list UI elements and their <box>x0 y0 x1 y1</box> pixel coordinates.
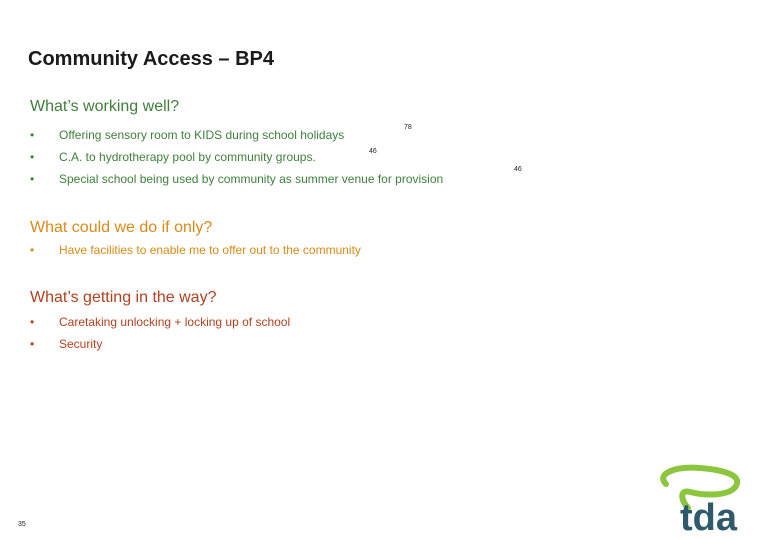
bullet-text: Offering sensory room to KIDS during school holidays <box>59 128 345 142</box>
bullet-icon: • <box>30 150 35 164</box>
logo-text: tda <box>680 497 737 534</box>
bullet-text: Security <box>59 337 103 351</box>
bullet-text: Have facilities to enable me to offer out to the community <box>59 243 361 257</box>
bullet-icon: • <box>30 315 35 329</box>
bullet-icon: • <box>30 172 35 186</box>
section-heading-could-do: What could we do if only? <box>30 219 213 236</box>
vote-count-note: 78 <box>404 124 412 131</box>
vote-count-note: 46 <box>514 166 522 173</box>
bullet-icon: • <box>30 337 35 351</box>
tda-logo-icon <box>650 462 768 534</box>
vote-count-note: 46 <box>369 148 377 155</box>
page-number: 35 <box>18 521 26 528</box>
bullet-text: Special school being used by community as summer venue for provision <box>59 172 444 186</box>
bullet-text: C.A. to hydrotherapy pool by community groups. <box>59 150 316 164</box>
bullet-icon: • <box>30 243 35 257</box>
section-heading-working-well: What’s working well? <box>30 98 180 115</box>
section-heading-in-the-way: What’s getting in the way? <box>30 289 217 306</box>
bullet-text: Caretaking unlocking + locking up of school <box>59 315 291 329</box>
bullet-icon: • <box>30 128 35 142</box>
slide-title: Community Access – BP4 <box>28 48 275 70</box>
